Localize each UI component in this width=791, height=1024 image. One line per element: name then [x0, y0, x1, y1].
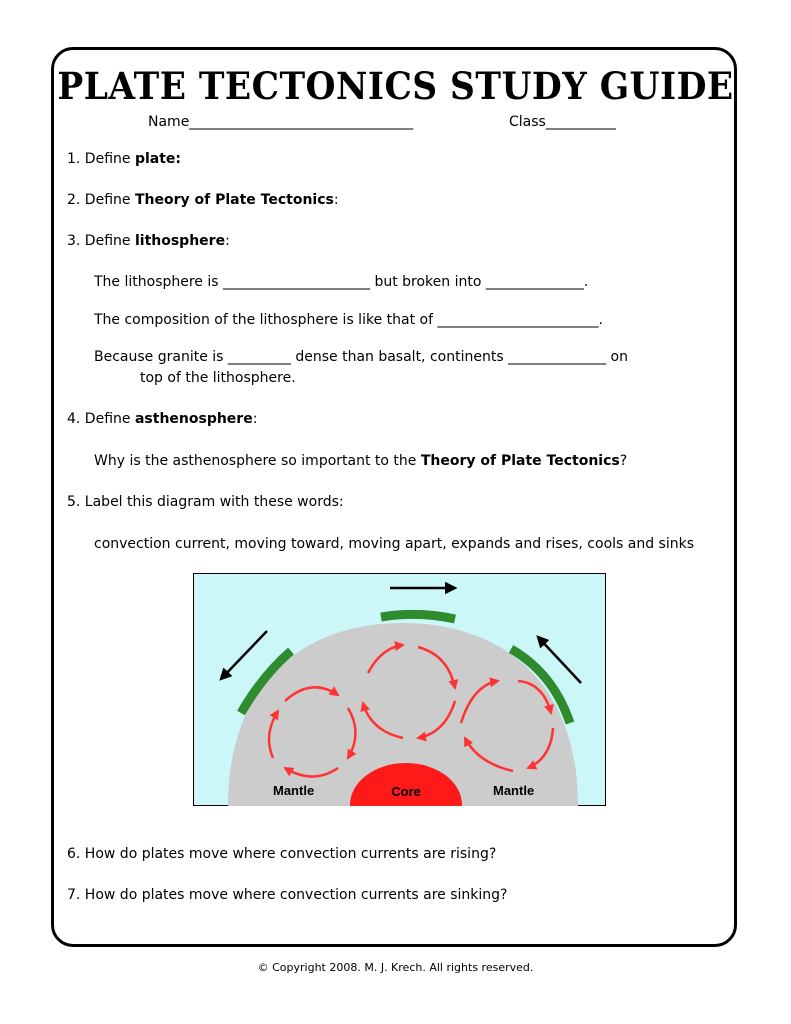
question-7: 7. How do plates move where convection currents are sinking? — [67, 887, 508, 903]
mantle-right-label: Mantle — [493, 783, 535, 798]
core-label: Core — [391, 784, 421, 799]
question-6: 6. How do plates move where convection currents are rising? — [67, 846, 497, 862]
question-5: 5. Label this diagram with these words: — [67, 494, 344, 510]
question-4-sub-suffix: ? — [619, 453, 628, 469]
mantle-left-label: Mantle — [273, 783, 315, 798]
question-3-line-3-continued: top of the lithosphere. — [140, 370, 296, 386]
question-3 — [67, 232, 230, 250]
convection-diagram — [193, 573, 606, 806]
question-4-sub-prefix: Why is the asthenosphere so important to the — [94, 453, 421, 469]
question-3-suffix: : — [225, 233, 230, 249]
question-4-sub-term: Theory of Plate Tectonics — [420, 453, 620, 469]
question-2-term: Theory of Plate Tectonics — [134, 192, 334, 208]
question-3-prefix: 3. Define — [67, 233, 135, 249]
question-2-suffix: : — [333, 192, 339, 208]
question-3-term: lithosphere — [134, 233, 226, 249]
name-field[interactable]: Name________________________________ — [148, 114, 414, 130]
question-2-prefix: 2. Define — [67, 192, 135, 208]
question-1-term: plate: — [134, 151, 182, 167]
question-2 — [67, 191, 339, 209]
question-4-term: asthenosphere — [134, 411, 253, 427]
question-4-suffix: : — [252, 411, 258, 427]
plate-top — [381, 614, 455, 619]
question-4-prefix: 4. Define — [67, 411, 135, 427]
question-3-blank-line-1[interactable]: The lithosphere is _____________________ but broken into ______________. — [94, 274, 589, 290]
question-3-blank-line-2[interactable]: The composition of the lithosphere is like that of _______________________. — [94, 312, 603, 328]
question-4-subquestion — [94, 452, 627, 470]
question-3-blank-line-3[interactable]: Because granite is _________ dense than basalt, continents ______________ on — [94, 349, 628, 365]
page-title: PLATE TECTONICS STUDY GUIDE — [57, 64, 734, 108]
copyright-notice: © Copyright 2008. M. J. Krech. All rights reserved. — [257, 961, 534, 974]
question-1-prefix: 1. Define — [67, 151, 135, 167]
question-4 — [67, 410, 257, 428]
question-5-word-bank: convection current, moving toward, moving apart, expands and rises, cools and sinks — [94, 536, 695, 552]
question-1 — [67, 150, 181, 168]
class-field[interactable]: Class__________ — [509, 114, 616, 130]
